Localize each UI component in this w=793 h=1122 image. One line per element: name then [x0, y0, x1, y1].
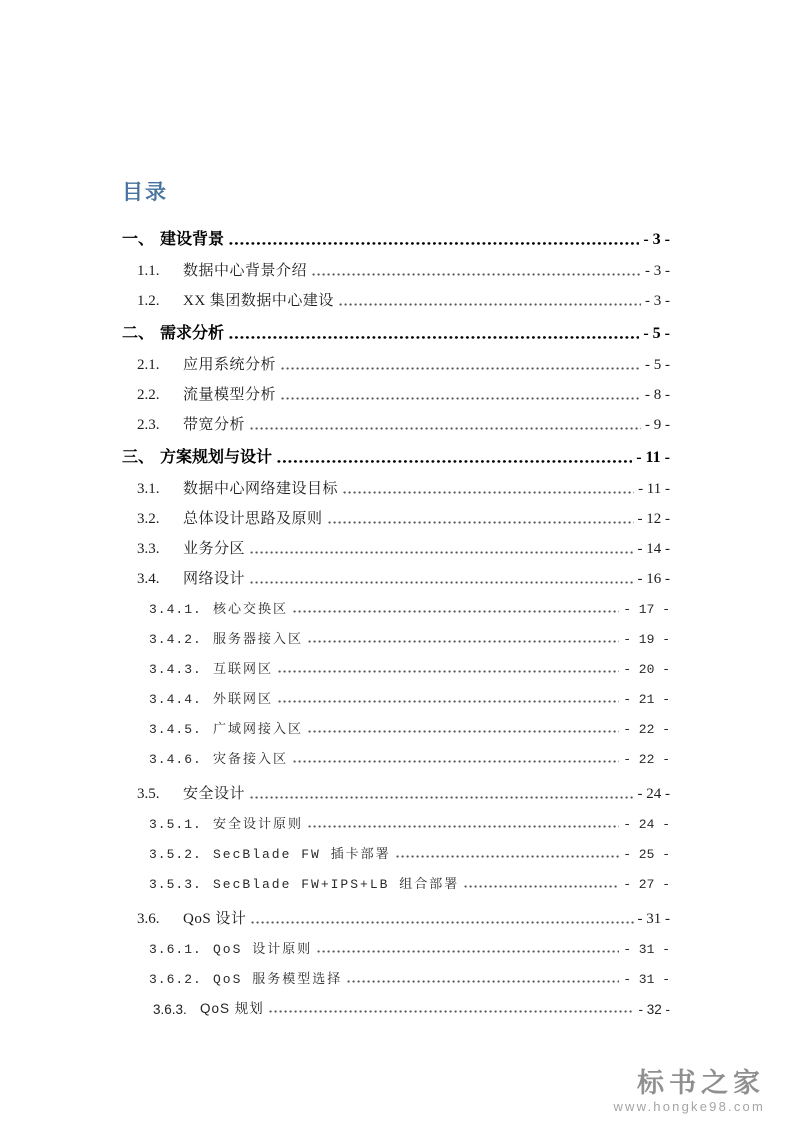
toc-entry-3-4-6[interactable] [122, 744, 670, 774]
dot-leader [281, 367, 641, 370]
toc-entry-3-1[interactable] [122, 474, 670, 504]
toc-entry-title: 业务分区 [183, 541, 246, 557]
dot-leader [250, 427, 641, 430]
toc-entry-page: - 11 - [636, 449, 670, 466]
toc-entry-title: QoS 设计原则 [213, 942, 313, 957]
toc-entry-title: 建设背景 [160, 231, 225, 248]
toc-entry-page: - 22 - [623, 752, 670, 767]
toc-entry-page: - 31 - [623, 942, 670, 957]
dot-leader [308, 730, 619, 733]
dot-leader [339, 303, 641, 306]
toc-list [122, 222, 670, 1024]
dot-leader [328, 521, 634, 524]
toc-entry-title: 数据中心网络建设目标 [183, 481, 339, 497]
toc-entry-page: - 31 - [623, 972, 670, 987]
toc-entry-title: 总体设计思路及原则 [183, 511, 323, 527]
toc-entry-number: 3.2. [137, 511, 160, 527]
toc-entry-page: - 25 - [623, 847, 670, 862]
toc-entry-3-6-2[interactable] [122, 964, 670, 994]
toc-entry-number: 二、 [122, 325, 155, 342]
toc-entry-page: - 9 - [645, 417, 670, 433]
toc-entry-title: 带宽分析 [183, 417, 246, 433]
dot-leader [251, 921, 633, 924]
dot-leader [277, 460, 632, 464]
dot-leader [308, 640, 619, 643]
toc-entry-number: 1.2. [137, 293, 160, 309]
dot-leader [308, 825, 619, 828]
toc-entry-title: 安全设计原则 [213, 817, 304, 832]
dot-leader [250, 581, 633, 584]
toc-entry-3-4-5[interactable] [122, 714, 670, 744]
toc-entry-page: - 3 - [645, 263, 670, 279]
toc-entry-title: 广域网接入区 [213, 722, 304, 737]
toc-entry-title: 安全设计 [183, 786, 246, 802]
toc-entry-3-4-4[interactable] [122, 684, 670, 714]
toc-entry-title: QoS 规划 [200, 1001, 264, 1016]
toc-entry-page: - 31 - [637, 911, 670, 927]
toc-entry-number: 3.6. [137, 911, 160, 927]
toc-entry-number: 3.4.1. [149, 602, 202, 617]
toc-entry-1-1[interactable] [122, 256, 670, 286]
toc-entry-title: 服务器接入区 [213, 632, 304, 647]
toc-entry-page: - 5 - [643, 325, 670, 342]
toc-entry-3-4-2[interactable] [122, 624, 670, 654]
toc-entry-ch3[interactable] [122, 440, 670, 474]
toc-entry-2-3[interactable] [122, 410, 670, 440]
dot-leader [396, 855, 620, 858]
toc-entry-number: 3.5.3. [149, 877, 202, 892]
dot-leader [278, 670, 619, 673]
toc-entry-title: QoS 设计 [183, 911, 247, 927]
toc-entry-title: SecBlade FW 插卡部署 [213, 847, 391, 862]
toc-entry-3-5-2[interactable] [122, 839, 670, 869]
toc-entry-page: - 12 - [637, 511, 670, 527]
toc-entry-number: 3.5.2. [149, 847, 202, 862]
toc-entry-title: 流量模型分析 [183, 387, 277, 403]
toc-entry-page: - 11 - [638, 481, 670, 497]
toc-entry-page: - 21 - [623, 692, 670, 707]
toc-entry-number: 2.3. [137, 417, 160, 433]
toc-entry-2-2[interactable] [122, 380, 670, 410]
toc-entry-3-3[interactable] [122, 534, 670, 564]
toc-entry-page: - 5 - [645, 357, 670, 373]
toc-entry-page: - 17 - [623, 602, 670, 617]
dot-leader [250, 796, 633, 799]
toc-entry-number: 3.6.1. [149, 942, 202, 957]
toc-entry-title: 互联网区 [213, 662, 274, 677]
toc-entry-number: 3.4.5. [149, 722, 202, 737]
dot-leader [229, 242, 639, 246]
watermark-url: www.hongke98.com [613, 1099, 765, 1114]
toc-entry-page: - 3 - [645, 293, 670, 309]
toc-entry-3-5[interactable] [122, 779, 670, 809]
toc-entry-page: - 24 - [623, 817, 670, 832]
toc-entry-title: 外联网区 [213, 692, 274, 707]
toc-entry-number: 3.3. [137, 541, 160, 557]
toc-entry-3-4[interactable] [122, 564, 670, 594]
toc-entry-number: 3.4.4. [149, 692, 202, 707]
dot-leader [278, 700, 619, 703]
toc-entry-number: 3.4.2. [149, 632, 202, 647]
toc-entry-number: 三、 [122, 449, 155, 466]
toc-entry-3-5-1[interactable] [122, 809, 670, 839]
toc-entry-number: 3.5. [137, 786, 160, 802]
toc-entry-number: 3.5.1. [149, 817, 202, 832]
toc-entry-ch2[interactable] [122, 316, 670, 350]
toc-entry-number: 3.6.2. [149, 972, 202, 987]
toc-entry-page: - 19 - [623, 632, 670, 647]
toc-entry-page: - 32 - [638, 1002, 670, 1017]
toc-entry-3-6-1[interactable] [122, 934, 670, 964]
toc-entry-page: - 20 - [623, 662, 670, 677]
toc-entry-page: - 16 - [637, 571, 670, 587]
toc-entry-title: 网络设计 [183, 571, 246, 587]
toc-entry-number: 3.4. [137, 571, 160, 587]
toc-entry-title: QoS 服务模型选择 [213, 972, 343, 987]
toc-entry-2-1[interactable] [122, 350, 670, 380]
toc-entry-number: 1.1. [137, 263, 160, 279]
dot-leader [269, 1010, 635, 1013]
toc-title: 目录 [122, 180, 168, 204]
toc-entry-number: 3.4.6. [149, 752, 202, 767]
toc-entry-page: - 14 - [637, 541, 670, 557]
toc-entry-title: 数据中心背景介绍 [183, 263, 308, 279]
toc-entry-title: 需求分析 [160, 325, 225, 342]
toc-entry-ch1[interactable] [122, 222, 670, 256]
toc-entry-number: 2.1. [137, 357, 160, 373]
toc-entry-page: - 8 - [645, 387, 670, 403]
watermark [613, 1069, 765, 1114]
dot-leader [250, 551, 633, 554]
dot-leader [293, 610, 619, 613]
dot-leader [312, 273, 641, 276]
dot-leader [464, 885, 619, 888]
dot-leader [293, 760, 619, 763]
toc-entry-3-4-3[interactable] [122, 654, 670, 684]
toc-entry-page: - 22 - [623, 722, 670, 737]
toc-entry-3-4-1[interactable] [122, 594, 670, 624]
toc-entry-title: 核心交换区 [213, 602, 289, 617]
toc-entry-number: 3.4.3. [149, 662, 202, 677]
watermark-brand: 标书之家 [637, 1067, 765, 1098]
dot-leader [347, 980, 619, 983]
toc-entry-title: XX 集团数据中心建设 [183, 293, 334, 309]
dot-leader [229, 336, 639, 340]
toc-entry-1-2[interactable] [122, 286, 670, 316]
toc-entry-3-2[interactable] [122, 504, 670, 534]
toc-entry-number: 3.6.3. [153, 1002, 187, 1017]
toc-entry-title: SecBlade FW+IPS+LB 组合部署 [213, 877, 460, 892]
toc-entry-number: 3.1. [137, 481, 160, 497]
toc-entry-title: 灾备接入区 [213, 752, 289, 767]
toc-entry-3-5-3[interactable] [122, 869, 670, 899]
toc-entry-number: 一、 [122, 231, 155, 248]
toc-entry-title: 方案规划与设计 [160, 449, 273, 466]
toc-entry-3-6[interactable] [122, 904, 670, 934]
toc-entry-page: - 3 - [643, 231, 670, 248]
toc-entry-page: - 24 - [637, 786, 670, 802]
toc-entry-number: 2.2. [137, 387, 160, 403]
dot-leader [343, 491, 634, 494]
toc-entry-title: 应用系统分析 [183, 357, 277, 373]
toc-entry-page: - 27 - [623, 877, 670, 892]
dot-leader [281, 397, 641, 400]
dot-leader [317, 950, 619, 953]
toc-entry-3-6-3[interactable] [122, 994, 670, 1024]
